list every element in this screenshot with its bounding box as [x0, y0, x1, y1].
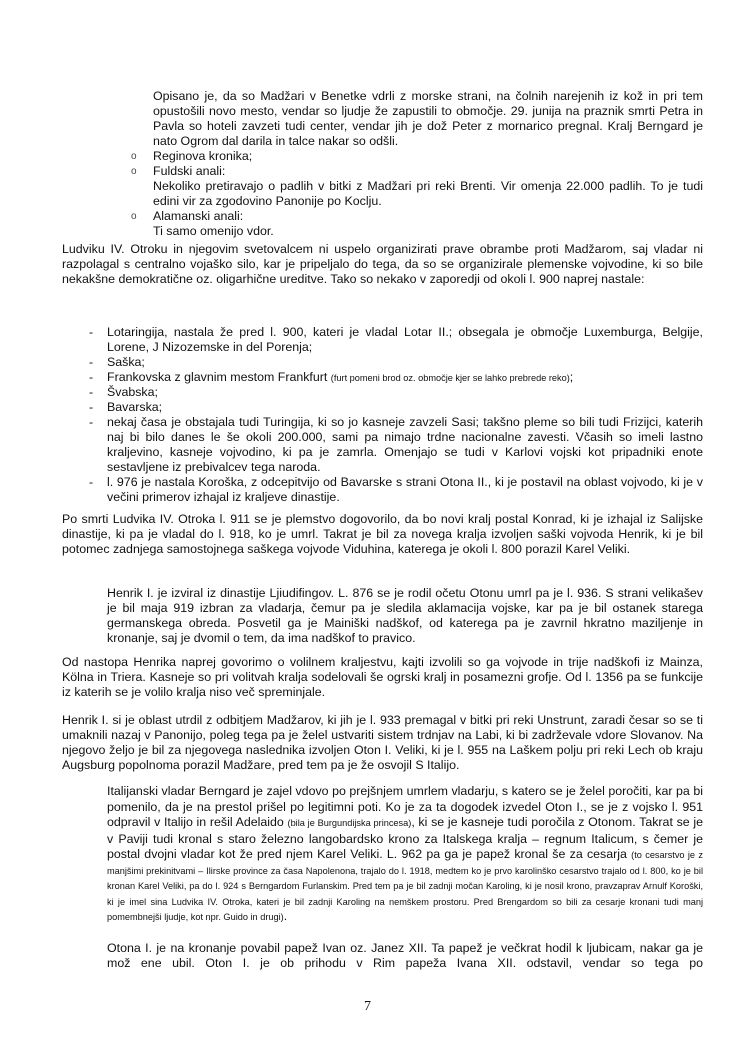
source-item-fuldski: Fuldski anali: — [153, 164, 226, 178]
footnote-inline: (bila je Burgundijska princesa) — [287, 818, 412, 828]
dash-bullet-icon: - — [89, 400, 94, 414]
paragraph-italijanski — [107, 784, 703, 925]
source-item-alamanski-text: Ti samo omenijo vdor. — [153, 224, 274, 238]
duchy-item-bavarska: Bavarska; — [107, 400, 163, 414]
paragraph-od-nastopa: Od nastopa Henrika naprej govorimo o volilnem kraljestvu, kajti izvolili so ga vojvode in trije nadškofi iz Mainza, Kölna in Triera. Kasneje so pri volitvah kralja sodelovali še ogrski kralj in posamezni grofje. Od l. 1356 pa se funkcije iz katerih se je volilo kralja niso več spreminjale. — [62, 655, 703, 699]
duchy-item-svabska: Švabska; — [107, 385, 158, 399]
paragraph-henrik-indent: Henrik I. je izviral iz dinastije Ljiudifingov. L. 876 se je rodil očetu Otonu umrl pa je l. 936. S strani velikašev je bil maja 919 izbran za vladarja, čemur pa je sledila aklamacija vojske, kar pa je bil ostanek starega germanskega obreda. Posvetil ga je Mainiški nadškof, od katerega pa je zavrnil hkratno maziljenje in kronanje, saj je dvomil o tem, da ima nadškof to pravico. — [107, 586, 703, 645]
dash-bullet-icon: - — [89, 475, 94, 489]
source-item-reginova: Reginova kronika; — [153, 149, 253, 163]
circle-bullet-icon: o — [131, 166, 137, 177]
paragraph-otona: Otona I. je na kronanje povabil papež Ivan oz. Janez XII. Ta papež je večkrat hodil k ljubicam, nakar ga je mož ene ubil. Oton I. je ob prihodu v Rim papeža Ivana XII. odstavil, vendar so tega po — [107, 941, 703, 970]
text-part: Italijanski vladar Berngard je zajel vdovo po prejšnjem umrlem vladarju, s katero se je želel poročiti, kar pa bi pomenilo, da je na prestol prišel po legitimni poti. Ko je za ta dogodek izvedel Oton I., se je z vojsko l. 951 odpravil v Italijo in rešil Adelaido — [107, 784, 703, 829]
duchy-note: (furt pomeni brod oz. območje kjer se lahko prebrede reko) — [330, 373, 570, 383]
source-item-alamanski: Alamanski anali: — [153, 209, 244, 223]
text-part: . — [283, 909, 288, 923]
duchy-item-frankovska — [107, 370, 703, 386]
paragraph-henrik-oblast: Henrik I. si je oblast utrdil z odbitjem Madžarov, ki jih je l. 933 premagal v bitki pri reki Unstrunt, zaradi česar so se ti umaknili nazaj v Panonijo, poleg tega pa je želel ustvariti sistem trdnjav na Labi, ki bi zadrževale vdore Slovanov. Na njegovo željo je bil za njegovega naslednika izvoljen Oton I. Veliki, ki je l. 955 na Laškem polju pri reki Lech ob kraju Augsburg popolnoma porazil Madžare, pred tem pa je že osvojil S Italijo. — [62, 713, 703, 772]
duchy-item-saska: Saška; — [107, 355, 145, 369]
paragraph-po-smrti: Po smrti Ludvika IV. Otroka l. 911 se je plemstvo dogovorilo, da bo novi kralj postal Konrad, ki je izhajal iz Salijske dinastije, ki pa je vladal do l. 918, ko je umrl. Takrat je bil za novega kralja izvoljen saški vojvoda Henrik, ki je bil potomec zadnjega samostojnega saškega vojvode Viduhina, katerega je okoli l. 800 porazil Karel Veliki. — [62, 512, 703, 556]
dash-bullet-icon: - — [89, 385, 94, 399]
page-number: 7 — [364, 999, 371, 1014]
duchy-item-turingija: nekaj časa je obstajala tudi Turingija, ki so jo kasneje zavzeli Sasi; takšno pleme so bili tudi Frizijci, katerih naj bi bilo danes le še okoli 200.000, sami pa nimajo trdne nacionalne zavesti. Včasih so imeli lastno kraljevino, kasneje vojvodino, ki pa je zamrla. Omenjajo se tudi v Karlovi vojski kot pripadniki enote sestavljene iz prebivalcev tega naroda. — [107, 415, 703, 474]
paragraph-ludvik: Ludviku IV. Otroku in njegovim svetovalcem ni uspelo organizirati prave obrambe proti Madžarom, saj vladar ni razpolagal s centralno vojaško silo, kar je pripeljalo do tega, da so se organizirale plemenske vojvodine, ki so bile nekakšne demokratične oz. oligarhične ureditve. Tako so nekako v zaporedji od okoli l. 900 naprej nastale: — [62, 242, 703, 286]
source-item-fuldski-text: Nekoliko pretiravajo o padlih v bitki z Madžari pri reki Brenti. Vir omenja 22.000 padlih. To je tudi edini vir za zgodovino Panonije po Koclju. — [153, 179, 703, 208]
footnote-inline: (to cesarstvo je z manjšimi prekinitvami – Ilirske province za časa Napolenona, trajalo do l. 1918, medtem ko je prvo karolinško cesarstvo trajalo od l. 800, ko je bil kronan Karel Veliki, pa do l. 924 s Berngardom Furlanskim. Pred tem pa je bil zadnji močan Karoling, ki je nosil krono, pravzaprav Arnulf Koroški, ki je imel sina Ludvika IV. Otroka, kateri je bil zadnji Karoling na nemškem prostoru. Pred Brengardom so bili za cesarje kronani tudi manj pomembnejši ljudje, kot npr. Guido in drugi) — [107, 850, 703, 922]
circle-bullet-icon: o — [131, 151, 137, 162]
intro-paragraph: Opisano je, da so Madžari v Benetke vdrli z morske strani, na čolnih narejenih iz kož in pri tem opustošili novo mesto, vendar so ljudje že zapustili to območje. 29. junija na praznik smrti Petra in Pavla so hoteli zavzeti tudi center, vendar jih je dož Peter z mornarico pregnal. Kralj Berngard je nato Ogrom dal darila in talce nakar so odšli. — [153, 89, 703, 148]
text-part: , ki se je kasneje tudi poročila z Otonom. Takrat se je v Paviji tudi kronal s staro železno langobardsko krono za Italskega kralja – regnum Italicum, s čemer je postal dvojni vladar kot že pred njem Karel Veliki. L. 962 pa ga je papež kronal še za cesarja — [107, 815, 703, 861]
duchy-item-lotaringija: Lotaringija, nastala že pred l. 900, kateri je vladal Lotar II.; obsegala je območje Luxemburga, Belgije, Lorene, J Nizozemske in del Porenja; — [107, 325, 703, 354]
dash-bullet-icon: - — [89, 325, 94, 339]
duchy-text: Frankovska z glavnim mestom Frankfurt — [107, 370, 331, 384]
circle-bullet-icon: o — [131, 211, 137, 222]
duchy-item-koroska: l. 976 je nastala Koroška, z odcepitvijo od Bavarske s strani Otona II., ki je postavil na oblast vojvodo, ki je v večini primerov izhajal iz kraljeve dinastije. — [107, 475, 703, 504]
dash-bullet-icon: - — [89, 370, 94, 384]
dash-bullet-icon: - — [89, 355, 94, 369]
duchy-tail: ; — [569, 370, 574, 384]
dash-bullet-icon: - — [89, 415, 94, 429]
